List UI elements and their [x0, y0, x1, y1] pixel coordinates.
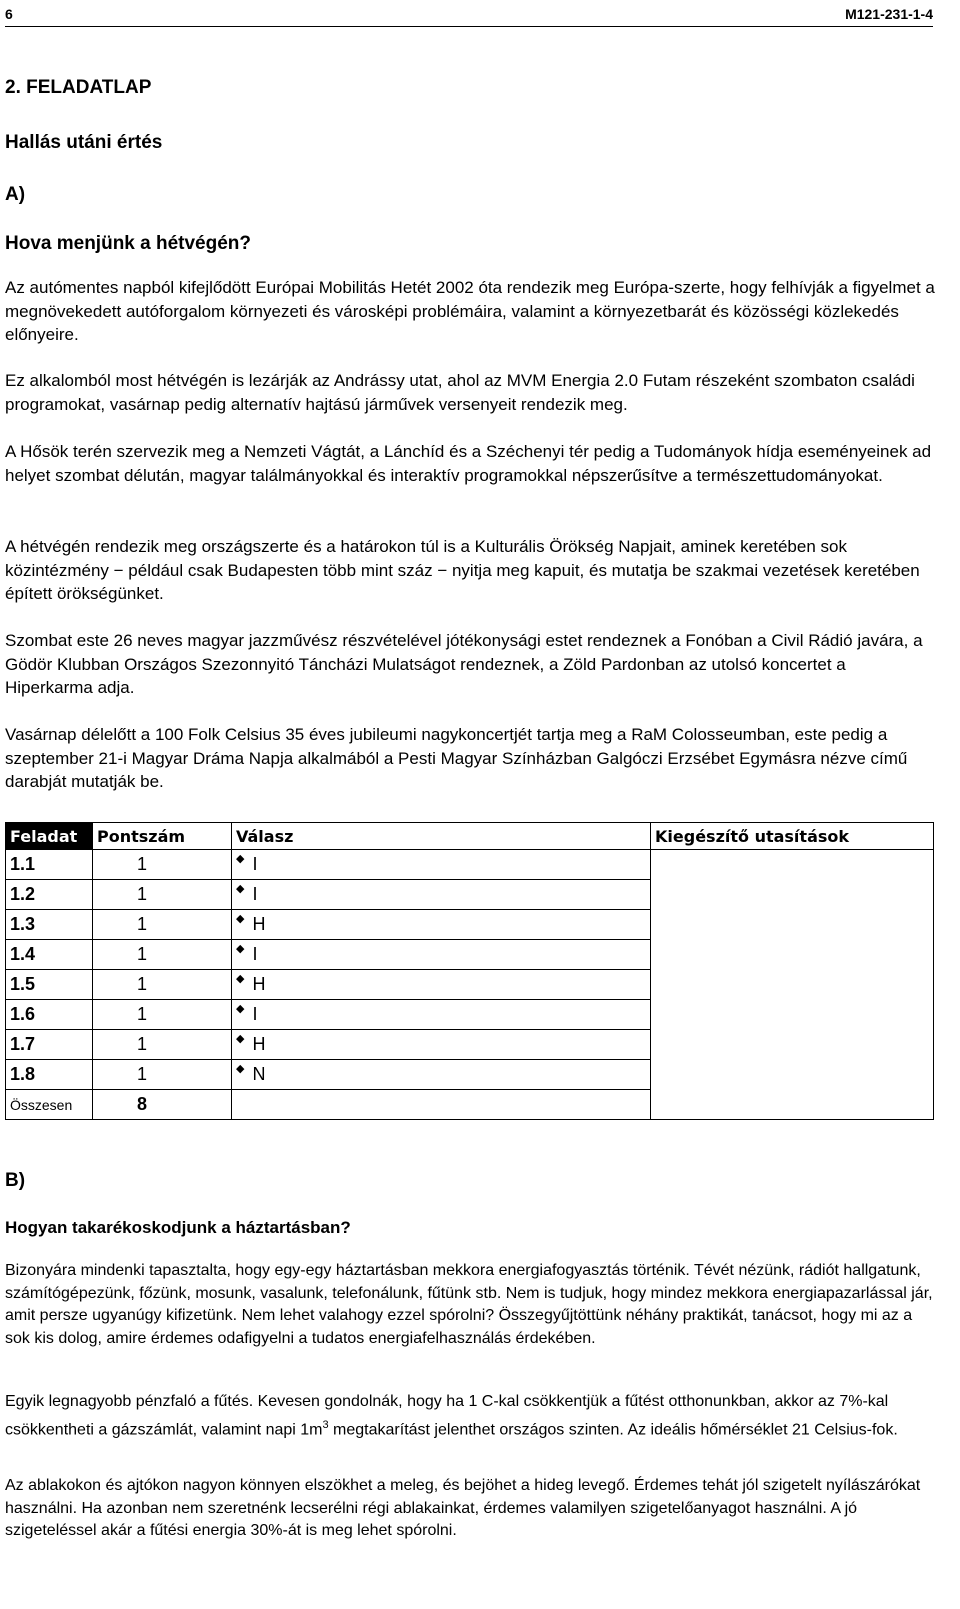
answer-cell	[232, 880, 651, 910]
diamond-bullet-icon: ◆	[236, 1003, 245, 1015]
answer-value: N	[252, 1064, 266, 1084]
table-header-row	[6, 823, 934, 850]
points-cell: 1	[93, 1060, 232, 1090]
header-answer: Válasz	[232, 823, 651, 850]
diamond-bullet-icon: ◆	[236, 943, 245, 955]
task-cell: 1.8	[6, 1060, 93, 1090]
answer-cell	[232, 1030, 651, 1060]
points-cell: 1	[93, 910, 232, 940]
diamond-bullet-icon: ◆	[236, 973, 245, 985]
paragraph-b2	[5, 1391, 935, 1441]
section-subtitle: Hallás utáni értés	[5, 132, 163, 153]
task-cell: 1.7	[6, 1030, 93, 1060]
paragraph-a5: Szombat este 26 neves magyar jazzművész részvételével jótékonysági estet rendeznek a Fonóban a Civil Rádió javára, a Gödör Klubban Országos Szezonnyitó Táncházi Mulatságot rendeznek, a Zöld Pardonban az utolsó koncertet a Hiperkarma adja.	[5, 631, 923, 697]
section-a-heading: Hova menjünk a hétvégén?	[5, 233, 252, 254]
total-value: 8	[93, 1090, 232, 1120]
points-cell: 1	[93, 1030, 232, 1060]
answer-cell	[232, 1060, 651, 1090]
answer-value: I	[252, 944, 258, 964]
answer-cell	[232, 1000, 651, 1030]
notes-cell	[651, 850, 934, 1120]
points-cell: 1	[93, 970, 232, 1000]
superscript-3: 3	[322, 1418, 329, 1431]
section-b-label: B)	[5, 1170, 26, 1191]
points-cell: 1	[93, 940, 232, 970]
answer-cell	[232, 910, 651, 940]
page-title: 2. FELADATLAP	[5, 77, 152, 98]
diamond-bullet-icon: ◆	[236, 913, 245, 925]
section-a-label: A)	[5, 184, 26, 205]
task-cell: 1.6	[6, 1000, 93, 1030]
diamond-bullet-icon: ◆	[236, 853, 245, 865]
answer-value: I	[252, 884, 258, 904]
answer-value: H	[252, 914, 266, 934]
points-cell: 1	[93, 1000, 232, 1030]
diamond-bullet-icon: ◆	[236, 883, 245, 895]
answer-cell	[232, 940, 651, 970]
task-cell: 1.4	[6, 940, 93, 970]
section-b-heading: Hogyan takarékoskodjunk a háztartásban?	[5, 1218, 351, 1237]
task-cell: 1.5	[6, 970, 93, 1000]
header-task: Feladat	[6, 823, 93, 850]
page-header	[5, 4, 933, 27]
paragraph-a6: Vasárnap délelőtt a 100 Folk Celsius 35 éves jubileumi nagykoncertjét tartja meg a RaM Colosseumban, este pedig a szeptember 21-i Magyar Dráma Napja alkalmából a Pesti Magyar Színházban Galgóczi Erzsébet Egymásra nézve című darabját mutatják be.	[5, 725, 908, 791]
task-cell: 1.2	[6, 880, 93, 910]
answer-cell	[232, 850, 651, 880]
table-row	[6, 850, 934, 880]
answer-value: I	[252, 854, 258, 874]
page-number: 6	[5, 6, 13, 22]
document-code: M121-231-1-4	[845, 6, 933, 22]
answer-value: H	[252, 974, 266, 994]
diamond-bullet-icon: ◆	[236, 1033, 245, 1045]
header-notes: Kiegészítő utasítások	[651, 823, 934, 850]
task-cell: 1.3	[6, 910, 93, 940]
answer-value: I	[252, 1004, 258, 1024]
answer-key-table	[5, 822, 934, 1120]
paragraph-a4: A hétvégén rendezik meg országszerte és a határokon túl is a Kulturális Örökség Napjait, aminek keretében sok közintézmény − például csak Budapesten több mint száz − nyitja meg kapuit, és mutatja be szakmai vezetések keretében épített örökségünket.	[5, 537, 920, 603]
task-cell: 1.1	[6, 850, 93, 880]
paragraph-b2-part1: Egyik legnagyobb pénzfaló a fűtés. Kevesen gondolnák, hogy ha 1 C-kal csökkentjük a fűtést otthonunkban, akkor az 7%-kal csökkentheti a gázszámlát, valamint napi 1m	[5, 1393, 889, 1438]
answer-value: H	[252, 1034, 266, 1054]
paragraph-a2: Ez alkalomból most hétvégén is lezárják az Andrássy utat, ahol az MVM Energia 2.0 Futam részeként szombaton családi programokat, vasárnap pedig alternatív hajtású járművek versenyeit rendezik meg.	[5, 371, 915, 414]
paragraph-a1: Az autómentes napból kifejlődött Európai Mobilitás Hetét 2002 óta rendezik meg Európa-szerte, hogy felhívják a figyelmet a megnövekedett autóforgalom környezeti és városképi problémáira, valamint a környezetbarát és közösségi közlekedés előnyeire.	[5, 278, 935, 344]
answer-cell	[232, 970, 651, 1000]
paragraph-b1: Bizonyára mindenki tapasztalta, hogy egy-egy háztartásban mekkora energiafogyasztás történik. Tévét nézünk, rádiót hallgatunk, számítógépezünk, főzünk, mosunk, vasalunk, telefonálunk, fűtünk stb. Nem is tudjuk, hogy mindez mekkora energiapazarlással jár, amit persze ugyanúgy kifizetünk. Nem lehet valahogy ezzel spórolni? Összegyűjtöttünk néhány praktikát, tanácsot, hogy mi az a sok kis dolog, amire érdemes odafigyelni a tudatos energiafelhasználás érdekében.	[5, 1262, 933, 1347]
paragraph-b2-part2: megtakarítást jelenthet országos szinten. Az ideális hőmérséklet 21 Celsius-fok.	[328, 1420, 898, 1438]
diamond-bullet-icon: ◆	[236, 1063, 245, 1075]
paragraph-b3: Az ablakokon és ajtókon nagyon könnyen elszökhet a meleg, és bejöhet a hideg levegő. Érdemes tehát jól szigetelt nyílászárókat használni. Ha azonban nem szeretnénk lecserélni régi ablakainkat, érdemes valamilyen szigetelőanyagot használni. A jó szigeteléssel akár a fűtési energia 30%-át is meg lehet spórolni.	[5, 1477, 921, 1539]
paragraph-a3: A Hősök terén szervezik meg a Nemzeti Vágtát, a Lánchíd és a Széchenyi tér pedig a Tudományok hídja eseményeinek ad helyet szombat délután, magyar találmányokkal és interaktív programokkal népszerűsítve a természettudományokat.	[5, 442, 932, 485]
header-points: Pontszám	[93, 823, 232, 850]
total-answer-cell	[232, 1090, 651, 1120]
points-cell: 1	[93, 880, 232, 910]
points-cell: 1	[93, 850, 232, 880]
total-label: Összesen	[6, 1090, 93, 1120]
